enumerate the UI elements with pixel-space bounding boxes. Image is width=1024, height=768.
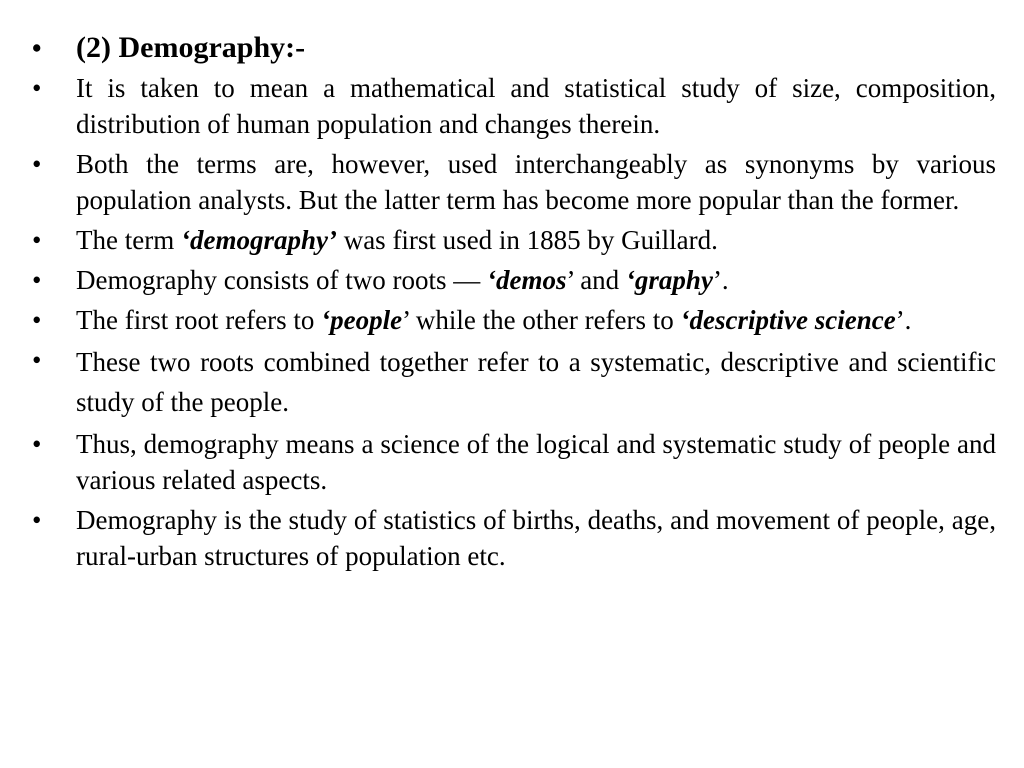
bullet-icon: • [32,305,42,335]
term-demography: ‘demography’ [180,225,337,255]
bullet-text: Demography is the study of statistics of births, deaths, and movement of people, age, rural-urban structures of population etc. [76,505,996,571]
bullet-text-post: was first used in 1885 by Guillard. [336,225,718,255]
term-graphy: ‘graphy [625,265,713,295]
bullet-item-first-use [30,222,996,258]
bullet-item-roots [30,262,996,298]
bullet-icon: • [32,149,42,179]
term-descriptive-science: ‘descriptive science [680,305,896,335]
term-people: ‘people [321,305,403,335]
bullet-item-root-meanings [30,302,996,338]
bullet-text-mid: ’ and [566,265,626,295]
bullet-item-definition [30,70,996,142]
bullet-text: It is taken to mean a mathematical and statistical study of size, composition, distribution of human population and changes therein. [76,73,996,139]
bullet-text-post: ’. [895,305,912,335]
bullet-text-mid: ’ while the other refers to [402,305,681,335]
bullet-icon: • [32,265,42,295]
heading-text: (2) Demography:- [76,31,306,64]
bullet-icon: • [32,345,42,375]
bullet-icon: • [32,225,42,255]
bullet-item-statistics [30,502,996,574]
bullet-item-combined [30,342,996,422]
bullet-text: Both the terms are, however, used interchangeably as synonyms by various population analysts. But the latter term has become more popular than the former. [76,149,996,215]
bullet-icon: • [32,33,42,63]
bullet-text-post: ’. [712,265,729,295]
bullet-text: These two roots combined together refer to a systematic, descriptive and scientific study of the people. [76,347,996,417]
term-demos: ‘demos [486,265,567,295]
bullet-text: Thus, demography means a science of the logical and systematic study of people and various related aspects. [76,429,996,495]
bullet-item-science [30,426,996,498]
bullet-icon: • [32,73,42,103]
bullet-list [30,30,996,578]
bullet-item-synonyms [30,146,996,218]
bullet-text-pre: The term [76,225,181,255]
bullet-icon: • [32,429,42,459]
slide-heading [30,30,996,66]
bullet-text-pre: Demography consists of two roots — [76,265,487,295]
bullet-icon: • [32,505,42,535]
bullet-text-pre: The first root refers to [76,305,322,335]
